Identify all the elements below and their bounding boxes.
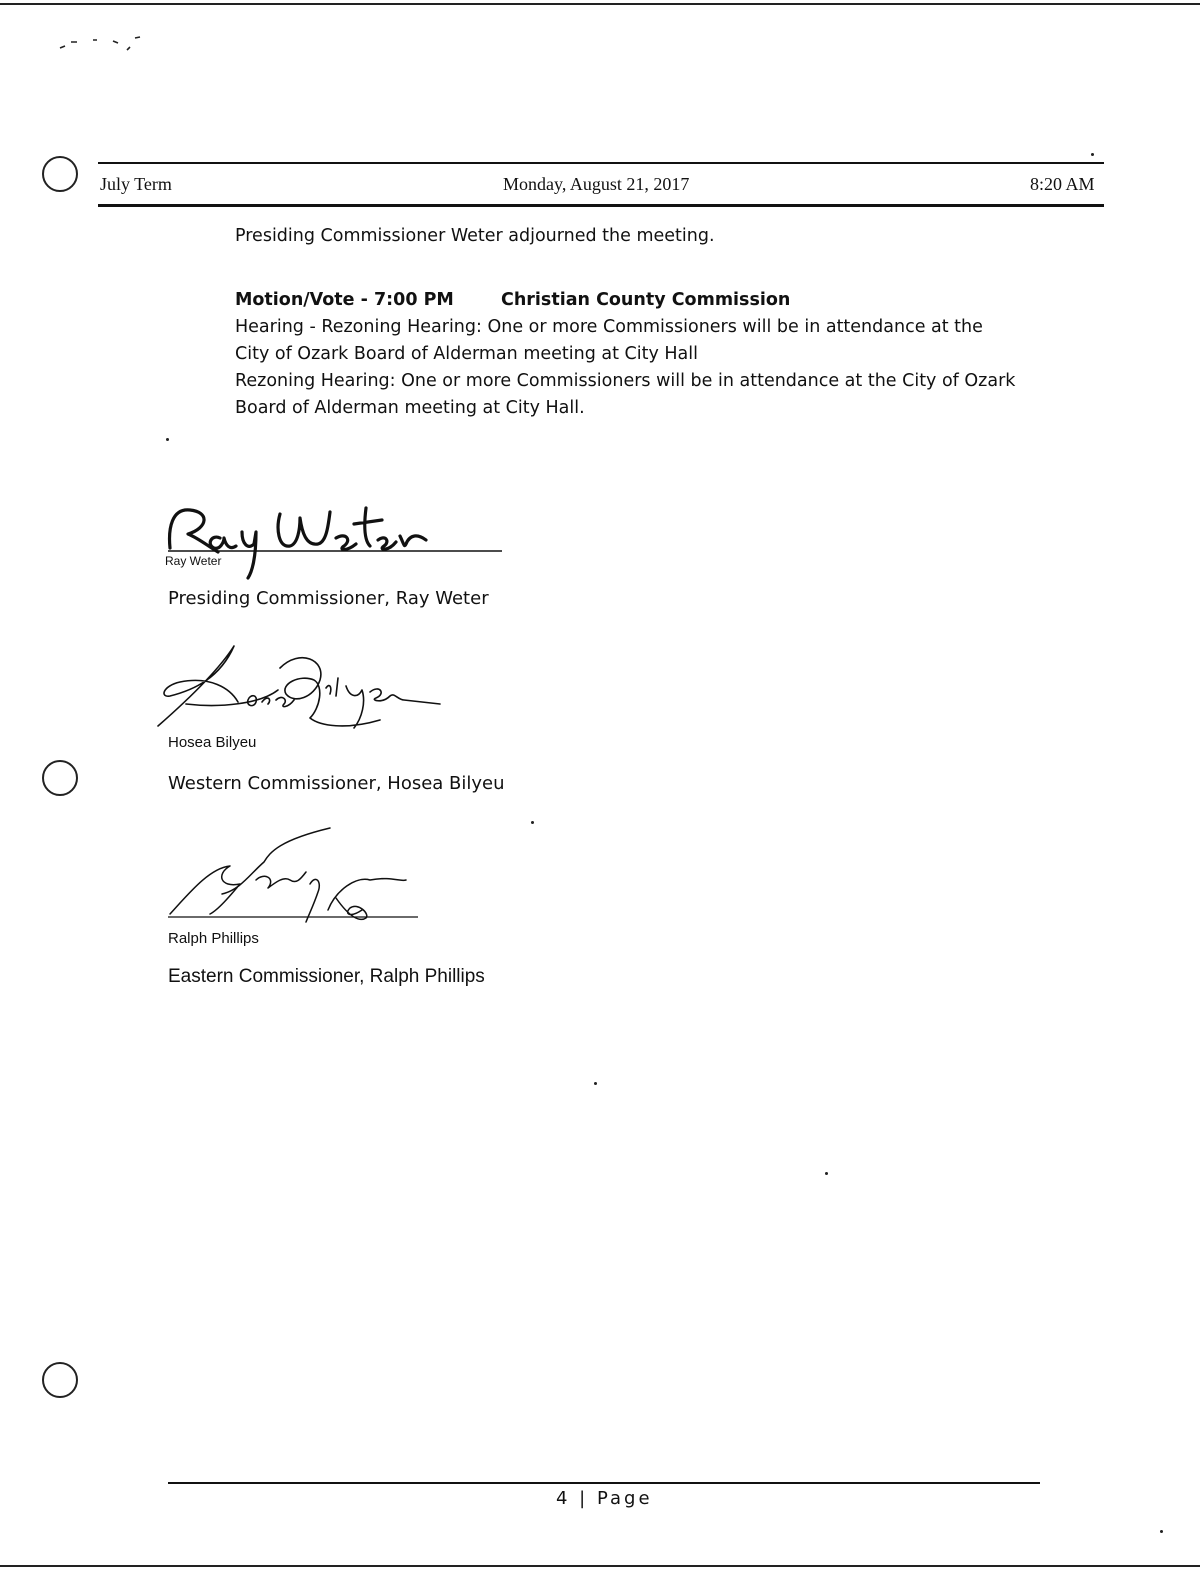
hearing-line-1: Hearing - Rezoning Hearing: One or more Commissioners will be in attendance at the bbox=[235, 317, 983, 337]
scan-speck bbox=[1160, 1530, 1163, 1533]
rezoning-line-1: Rezoning Hearing: One or more Commissioners will be in attendance at the City of Ozark bbox=[235, 371, 1016, 391]
scan-bottom-edge bbox=[0, 1565, 1200, 1567]
header-term: July Term bbox=[100, 174, 172, 194]
printed-name-ralph-phillips: Ralph Phillips bbox=[168, 930, 259, 947]
scan-speck bbox=[1091, 153, 1094, 156]
signature-ray-weter bbox=[150, 488, 510, 583]
header-top-rule bbox=[98, 162, 1104, 164]
punch-hole-bottom bbox=[42, 1362, 78, 1398]
header-time: 8:20 AM bbox=[1030, 174, 1095, 194]
title-presiding-commissioner: Presiding Commissioner, Ray Weter bbox=[168, 588, 489, 609]
motion-label: Motion/Vote - 7:00 PM bbox=[235, 290, 454, 310]
signature-ralph-phillips bbox=[160, 822, 440, 927]
hearing-line-2: City of Ozark Board of Alderman meeting at City Hall bbox=[235, 344, 698, 364]
printed-name-hosea-bilyeu: Hosea Bilyeu bbox=[168, 734, 257, 751]
punch-hole-middle bbox=[42, 760, 78, 796]
scan-speck bbox=[825, 1172, 828, 1175]
scan-speck bbox=[594, 1082, 597, 1085]
footer-rule bbox=[168, 1482, 1040, 1484]
scan-speck bbox=[531, 821, 534, 824]
title-eastern-commissioner: Eastern Commissioner, Ralph Phillips bbox=[168, 966, 485, 987]
title-western-commissioner: Western Commissioner, Hosea Bilyeu bbox=[168, 773, 505, 794]
page-number: 4 | Page bbox=[556, 1488, 653, 1509]
header-date: Monday, August 21, 2017 bbox=[503, 174, 690, 194]
scan-top-edge bbox=[0, 3, 1200, 5]
adjourned-statement: Presiding Commissioner Weter adjourned the meeting. bbox=[235, 226, 715, 246]
header-bottom-rule bbox=[98, 204, 1104, 207]
scan-speck-marks bbox=[55, 32, 175, 62]
punch-hole-top bbox=[42, 156, 78, 192]
signature-hosea-bilyeu bbox=[150, 638, 460, 738]
rezoning-line-2: Board of Alderman meeting at City Hall. bbox=[235, 398, 585, 418]
motion-organization: Christian County Commission bbox=[501, 290, 791, 310]
scan-speck bbox=[166, 438, 169, 441]
printed-name-ray-weter: Ray Weter bbox=[165, 554, 222, 568]
